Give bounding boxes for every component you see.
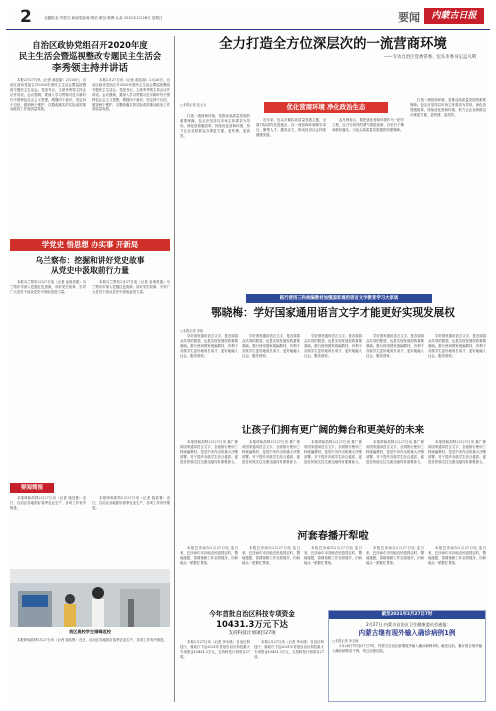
- top-headline: 全力打造全方位深层次的一流营商环境: [219, 37, 447, 52]
- brief-body-a: 本报呼和浩特2月27日讯（记者 钱其鲁）近日，自治区各地抓好春季农业生产，各项工作有序推进。: [10, 496, 86, 510]
- campus-photo: [10, 569, 170, 627]
- stage-story: [180, 424, 486, 437]
- story-left-body-b: 本报2月27日讯（记者 郝佳丽）2月26日，自治区政协党组召开2020年度民主生活会暨巡视整改专题民主生活会。党组书记、主席李秀领主持会议并讲话。会议强调，要深入学习贯彻习近平新时代中国特色社会主义思想，增强四个意识，坚定四个自信，做到两个维护，以整改落实的实际成效推动政协工作高质量发展。: [92, 78, 170, 112]
- section-title: 要闻: [398, 11, 420, 24]
- stage-body-5: 本报呼和浩特2月27日讯 推广使用国家通用语言文字，全面推行使用三科统编教材，是党中央作出的重大决策部署，对于提升各族学生综合素质、促进各民族交往交流交融具有重要意义。: [428, 440, 486, 464]
- science-headline-3: 支持科技计划项目27项: [228, 631, 276, 636]
- story-wulanchabu: [10, 256, 170, 276]
- story-left-body-a: 本报2月27日讯（记者 郝佳丽）2月26日，自治区政协党组召开2020年度民主生活会暨巡视整改专题民主生活会。党组书记、主席李秀领主持会议并讲话。会议强调，要深入学习贯彻习近平新时代中国特色社会主义思想，增强四个意识，坚定四个自信，做到两个维护，以整改落实的实际成效推动政协工作高质量发展。: [10, 78, 86, 112]
- covid-box: [328, 610, 486, 702]
- wulanchabu-body-a: 本报乌兰察布2月27日电（记者 皇甫美惠）乌兰察布市深入挖掘红色资源，讲好党史故事，引导广大党员干部从党史中汲取奋进力量。: [10, 280, 86, 294]
- guo-body-4: 学好国家通用语言文字，是各族群众共同的愿望，也是实现发展权的重要基础。推行使用国家统编教材，有利于各族学生更好地成长成才，更好地融入社会、服务国家。: [366, 334, 424, 358]
- brief-body-b: 本报呼和浩特2月27日讯（记者 钱其鲁）近日，自治区各地抓好春季农业生产，各项工作有序推进。: [92, 496, 170, 510]
- newspaper-page: [6, 6, 490, 705]
- stage-body-1: 本报呼和浩特2月27日讯 推广使用国家通用语言文字，全面推行使用三科统编教材，是党中央作出的重大决策部署，对于提升各族学生综合素质、促进各民族交往交流交融具有重要意义。: [180, 440, 238, 464]
- top-body-col-1: 打造一流营商环境，是推动高质量发展的重要保障。包头市坚持以市场主体需求为导向，深化放管服改革，持续优化营商环境，努力让企业和群众办事更方便、更快捷、更高效。: [180, 114, 250, 138]
- top-byline: □本报记者 赵元元: [180, 103, 207, 107]
- stage-body-3: 本报呼和浩特2月27日讯 推广使用国家通用语言文字，全面推行使用三科统编教材，是党中央作出的重大决策部署，对于提升各族学生综合素质、促进各民族交往交流交融具有重要意义。: [304, 440, 362, 464]
- covid-headline-2: 内蒙古继有现外输入确诊病例1例: [358, 629, 456, 637]
- top-story: [180, 36, 486, 60]
- guo-headline: 鄂晓梅：学好国家通用语言文字才能更好实现发展权: [211, 307, 455, 319]
- spring-body-1: 本报巴彦淖尔2月27日电 连日来，巴彦淖尔市各地农民抢抓农时，整地施肥，春耕备耕工作全面展开，田间地头一派繁忙景象。: [180, 546, 238, 565]
- guo-body-2: 学好国家通用语言文字，是各族群众共同的愿望，也是实现发展权的重要基础。推行使用国家统编教材，有利于各族学生更好地成长成才，更好地融入社会、服务国家。: [242, 334, 300, 358]
- spring-body-4: 本报巴彦淖尔2月27日电 连日来，巴彦淖尔市各地农民抢抓农时，整地施肥，春耕备耕工作全面展开，田间地头一派繁忙景象。: [366, 546, 424, 565]
- spring-body-5: 本报巴彦淖尔2月27日电 连日来，巴彦淖尔市各地农民抢抓农时，整地施肥，春耕备耕工作全面展开，田间地头一派繁忙景象。: [428, 546, 486, 565]
- wulanchabu-headline-2: 从党史中汲取前行力量: [51, 266, 129, 275]
- science-headline-1: 今年首批自治区科技专项资金: [209, 610, 295, 618]
- guo-body-3: 学好国家通用语言文字，是各族群众共同的愿望，也是实现发展权的重要基础。推行使用国家统编教材，有利于各族学生更好地成长成才，更好地融入社会、服务国家。: [304, 334, 362, 358]
- spring-story: [180, 530, 486, 544]
- covid-body: 2月26日7时至27日7时，内蒙古自治区新增境外输入确诊病例1例。截至目前，累计报告境外输入确诊病例若干例，均已治愈出院。: [332, 644, 482, 653]
- top-body-col-4: 打造一流营商环境，是推动高质量发展的重要保障。包头市坚持以市场主体需求为导向，深化放管服改革，持续优化营商环境，努力让企业和群众办事更方便、更快捷、更高效。: [410, 98, 486, 117]
- headline-line-1: 自治区政协党组召开2020年度: [32, 40, 148, 50]
- header-meta: 北疆报业·内蒙古·新闻零距离·网站·微信·微博·头条 2021年2月28日 星期日: [44, 16, 163, 20]
- spring-headline: 河套春播开犁啦: [297, 531, 369, 542]
- covid-headline-1: 2月27日,内蒙古自治区卫生健康委员会通报:: [366, 622, 448, 627]
- spring-body-3: 本报巴彦淖尔2月27日电 连日来，巴彦淖尔市各地农民抢抓农时，整地施肥，春耕备耕工作全面展开，田间地头一派繁忙景象。: [304, 546, 362, 565]
- wulanchabu-body-b: 本报乌兰察布2月27日电（记者 皇甫美惠）乌兰察布市深入挖掘红色资源，讲好党史故事，引导广大党员干部从党史中汲取奋进力量。: [92, 280, 170, 294]
- science-story: [180, 610, 324, 637]
- guo-story: [180, 306, 486, 321]
- headline-line-2: 民主生活会暨巡视整改专题民主生活会: [18, 51, 162, 61]
- top-subhead: ——专访自治区党委常委、包头市委书记孟凡利: [383, 55, 476, 60]
- guo-body-1: 学好国家通用语言文字，是各族群众共同的愿望，也是实现发展权的重要基础。推行使用国家统编教材，有利于各族学生更好地成长成才，更好地融入社会、服务国家。: [180, 334, 238, 358]
- page-number: 2: [20, 7, 32, 27]
- party-history-banner: 学党史 悟思想 办实事 开新局: [10, 239, 170, 251]
- covid-bar: 截至2021年2月27日7时: [329, 611, 485, 619]
- top-body-col-3: 孟凡利表示，要把优化营商环境作为一把手工程，以刀刃向内的勇气推进改革，以钉钉子精神抓好落实，为包头高质量发展提供坚强保障。: [332, 118, 404, 132]
- stage-headline: 让孩子们拥有更广阔的舞台和更美好的未来: [241, 425, 425, 436]
- brief-label: 要闻简报: [10, 483, 54, 493]
- masthead-logo: 内蒙古日报: [424, 8, 484, 24]
- top-red-tag: 优化营商环境 净化政治生态: [264, 102, 388, 113]
- science-headline-2: 10431.3万元下达: [216, 619, 288, 629]
- headline-line-3: 李秀领主持并讲话: [51, 63, 128, 74]
- photo-caption: 我区高校学生错峰返校: [69, 629, 111, 634]
- education-series-bar: 践行使用三科统编教材加强国家通用语言文字教育学习大家谈: [246, 294, 432, 303]
- page-header: [6, 6, 490, 30]
- photo-story-body: 本报呼和浩特2月27日讯（记者 钱其鲁）近日，自治区各地抓好春季农业生产，各项工作有序推进。: [17, 638, 167, 642]
- wulanchabu-headline-1: 乌兰察布：挖掘和讲好党史故事: [35, 256, 145, 265]
- covid-byline: □本报记者 李玉琢: [332, 639, 359, 643]
- spring-body-2: 本报巴彦淖尔2月27日电 连日来，巴彦淖尔市各地农民抢抓农时，整地施肥，春耕备耕工作全面展开，田间地头一派繁忙景象。: [242, 546, 300, 565]
- science-body-2: 本报2月27日讯（记者 李永桃）自治区科技厅、财政厅下达2021年首批自治区科技重大专项资金10431.3万元，支持科技计划项目27项。: [254, 640, 324, 659]
- science-body-1: 本报2月27日讯（记者 李永桃）自治区科技厅、财政厅下达2021年首批自治区科技重大专项资金10431.3万元，支持科技计划项目27项。: [180, 640, 250, 659]
- column-divider: [174, 36, 175, 702]
- campus-photo-image: [10, 569, 170, 627]
- stage-body-4: 本报呼和浩特2月27日讯 推广使用国家通用语言文字，全面推行使用三科统编教材，是党中央作出的重大决策部署，对于提升各族学生综合素质、促进各民族交往交流交融具有重要意义。: [366, 440, 424, 464]
- stage-body-2: 本报呼和浩特2月27日讯 推广使用国家通用语言文字，全面推行使用三科统编教材，是党中央作出的重大决策部署，对于提升各族学生综合素质、促进各民族交往交流交融具有重要意义。: [242, 440, 300, 464]
- guo-byline: □本报记者 李晗: [180, 329, 204, 333]
- top-body-col-2: 近年来，包头市紧扣高质量发展主题，全面对标国内先进地区，以一流营商环境吸引项目、聚集人才、激发活力，推动经济社会持续健康发展。: [256, 118, 326, 137]
- story-left: [10, 40, 170, 75]
- guo-body-5: 学好国家通用语言文字，是各族群众共同的愿望，也是实现发展权的重要基础。推行使用国家统编教材，有利于各族学生更好地成长成才，更好地融入社会、服务国家。: [428, 334, 486, 358]
